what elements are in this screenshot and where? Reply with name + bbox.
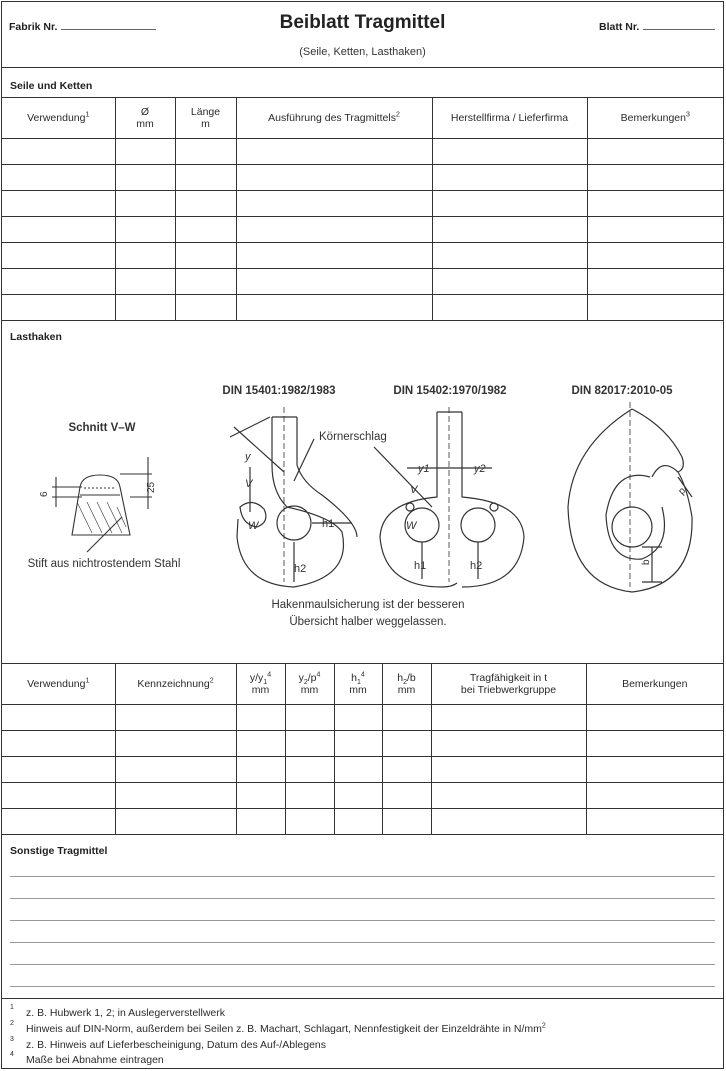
seile-col-durchmesser: Ø mm <box>115 98 175 139</box>
hook2-h2-label: h2 <box>470 560 483 572</box>
blatt-nr-label: Blatt Nr. <box>599 21 640 33</box>
table-cell[interactable] <box>236 191 432 217</box>
din-15401-label: DIN 15401:1982/1983 <box>222 385 336 397</box>
table-cell[interactable] <box>175 217 236 243</box>
lasthaken-col-h2-b: $h_2/b$ mm <box>382 664 431 705</box>
hook1-h2-label: h2 <box>294 563 307 575</box>
hook-din82017-icon <box>568 402 692 592</box>
table-cell[interactable] <box>236 243 432 269</box>
table-cell[interactable] <box>334 783 382 809</box>
fabrik-nr-label: Fabrik Nr. <box>9 21 58 33</box>
table-row <box>2 731 723 757</box>
form-header <box>2 2 723 68</box>
page-title: Beiblatt Tragmittel <box>279 12 446 33</box>
seile-section-title: Seile und Ketten <box>10 80 93 92</box>
table-cell[interactable] <box>586 731 723 757</box>
lasthaken-col-kennzeichnung: Kennzeichnung$^2$ <box>115 664 236 705</box>
table-cell[interactable] <box>236 295 432 321</box>
table-row <box>2 191 723 217</box>
table-cell[interactable] <box>175 165 236 191</box>
table-cell[interactable] <box>115 243 175 269</box>
table-cell[interactable] <box>2 165 115 191</box>
dim-25-label: 25 <box>146 481 157 493</box>
hook2-h1-label: h1 <box>414 560 427 572</box>
hook2-w-label: W <box>406 520 417 532</box>
table-cell[interactable] <box>285 757 334 783</box>
table-cell[interactable] <box>175 269 236 295</box>
sonstige-section-title: Sonstige Tragmittel <box>10 845 108 857</box>
table-cell[interactable] <box>431 809 586 835</box>
table-row <box>2 809 723 835</box>
hook-din15402-icon <box>374 407 524 587</box>
form-frame: Fabrik Nr. Beiblatt Tragmittel (Seile, Ketten, Lasthaken) Blatt Nr. Seile und Ketten Verwendung$^1$ Ø mm Länge m Ausführung des Tragmittels$^2$ Herstellfirma / Lieferfirma Bemerkungen$^3$ Lasthaken Schnitt V–W 6 25 Stift aus nichtrostendem Stahl DIN 15401:1982/1983 DIN 15402:1970/1982 DIN 82017:2010-05 y V W h1 h2 Körnerschlag y1 y2 V W h1 h2 p b Hakenmaulsicherung ist der besseren Übersicht halber weggelassen. Verwendung$^1$ Kennzeichnung$^2$ $y/y_1^4$ mm $y_2/p^4$ mm $h_1^4$ mm $h_2/b$ mm Tragfähigkeit in t bei Triebwerkgruppe Bemerkungen Sonstige Tragmittel 1 z. B. Hubwerk 1, 2; in Auslegerverstellwerk 2 Hinweis auf DIN-Norm, außerdem bei Seilen z. B. Machart, Schlagart, Nennfestigkeit der Einzeldrähte in $N/mm^2$ 3 z. B. Hinweis auf Lieferbescheinigung, Datum des Auf-/Ablegens 4 Maße bei Abnahme eintragen <box>1 1 724 1069</box>
table-cell[interactable] <box>2 731 115 757</box>
section-divider <box>2 834 723 835</box>
table-cell[interactable] <box>2 191 115 217</box>
schnitt-section-icon <box>52 457 152 552</box>
hook1-y-label: y <box>245 451 251 463</box>
table-cell[interactable] <box>285 783 334 809</box>
table-cell[interactable] <box>236 809 285 835</box>
table-cell[interactable] <box>2 243 115 269</box>
table-cell[interactable] <box>2 217 115 243</box>
lasthaken-col-tragfaehigkeit: Tragfähigkeit in t bei Triebwerkgruppe <box>431 664 586 705</box>
table-cell[interactable] <box>432 217 587 243</box>
table-cell[interactable] <box>587 139 723 165</box>
table-cell[interactable] <box>115 705 236 731</box>
table-cell[interactable] <box>334 705 382 731</box>
table-cell[interactable] <box>431 783 586 809</box>
lasthaken-col-bemerkungen: Bemerkungen <box>586 664 723 705</box>
note-line1: Hakenmaulsicherung ist der besseren <box>271 599 465 611</box>
seile-col-verwendung: Verwendung$^1$ <box>2 98 115 139</box>
hook1-h1-label: h1 <box>322 518 335 530</box>
table-row <box>2 217 723 243</box>
table-cell[interactable] <box>175 295 236 321</box>
table-cell[interactable] <box>586 757 723 783</box>
table-cell[interactable] <box>432 165 587 191</box>
table-cell[interactable] <box>2 705 115 731</box>
table-cell[interactable] <box>587 191 723 217</box>
lasthaken-section-title: Lasthaken <box>10 331 62 343</box>
table-cell[interactable] <box>236 731 285 757</box>
table-cell[interactable] <box>432 243 587 269</box>
section-divider <box>2 998 723 999</box>
table-cell[interactable] <box>587 165 723 191</box>
table-cell[interactable] <box>586 705 723 731</box>
table-cell[interactable] <box>115 295 175 321</box>
table-cell[interactable] <box>432 139 587 165</box>
table-cell[interactable] <box>236 757 285 783</box>
table-cell[interactable] <box>586 783 723 809</box>
table-cell[interactable] <box>236 139 432 165</box>
table-cell[interactable] <box>175 191 236 217</box>
table-cell[interactable] <box>285 705 334 731</box>
page-subtitle: (Seile, Ketten, Lasthaken) <box>299 46 426 58</box>
table-cell[interactable] <box>115 269 175 295</box>
table-cell[interactable] <box>236 705 285 731</box>
hook2-y2-label: y2 <box>474 463 486 475</box>
lasthaken-col-verwendung: Verwendung$^1$ <box>2 664 115 705</box>
table-cell[interactable] <box>285 809 334 835</box>
table-row <box>2 783 723 809</box>
table-cell[interactable] <box>431 705 586 731</box>
table-cell[interactable] <box>586 809 723 835</box>
table-cell[interactable] <box>382 705 431 731</box>
table-row <box>2 269 723 295</box>
table-cell[interactable] <box>175 139 236 165</box>
din-82017-label: DIN 82017:2010-05 <box>571 385 673 397</box>
table-cell[interactable] <box>2 139 115 165</box>
lasthaken-table <box>2 663 723 835</box>
table-cell[interactable] <box>382 731 431 757</box>
table-cell[interactable] <box>115 191 175 217</box>
hook3-b-label: b <box>641 559 652 565</box>
table-cell[interactable] <box>334 757 382 783</box>
seile-col-laenge: Länge m <box>175 98 236 139</box>
table-cell[interactable] <box>115 139 175 165</box>
table-row <box>2 705 723 731</box>
table-cell[interactable] <box>431 757 586 783</box>
table-cell[interactable] <box>382 757 431 783</box>
lasthaken-col-y2-p: $y_2/p^4$ mm <box>285 664 334 705</box>
table-cell[interactable] <box>334 731 382 757</box>
table-cell[interactable] <box>382 783 431 809</box>
table-cell[interactable] <box>236 269 432 295</box>
lasthaken-header-row <box>2 664 723 705</box>
table-cell[interactable] <box>115 165 175 191</box>
writing-line[interactable] <box>10 920 715 921</box>
writing-line[interactable] <box>10 876 715 877</box>
seile-col-hersteller: Herstellfirma / Lieferfirma <box>432 98 587 139</box>
table-cell[interactable] <box>115 731 236 757</box>
seile-col-bemerkungen: Bemerkungen$^3$ <box>587 98 723 139</box>
table-cell[interactable] <box>432 191 587 217</box>
seile-header-row <box>2 98 723 139</box>
table-cell[interactable] <box>115 783 236 809</box>
table-row <box>2 243 723 269</box>
table-cell[interactable] <box>2 269 115 295</box>
table-cell[interactable] <box>2 783 115 809</box>
table-cell[interactable] <box>2 295 115 321</box>
table-cell[interactable] <box>175 243 236 269</box>
note-line2: Übersicht halber weggelassen. <box>289 616 447 628</box>
table-cell[interactable] <box>587 269 723 295</box>
table-cell[interactable] <box>115 217 175 243</box>
lasthaken-col-y-y1: $y/y_1^4$ mm <box>236 664 285 705</box>
writing-line[interactable] <box>10 898 715 899</box>
stift-label: Stift aus nichtrostendem Stahl <box>27 558 181 570</box>
table-row <box>2 757 723 783</box>
koernerschlag-label: Körnerschlag <box>319 431 387 443</box>
seile-table <box>2 97 723 321</box>
table-cell[interactable] <box>115 809 236 835</box>
hook1-v-label: V <box>245 478 253 490</box>
table-cell[interactable] <box>432 269 587 295</box>
writing-line[interactable] <box>10 942 715 943</box>
writing-line[interactable] <box>10 986 715 987</box>
table-cell[interactable] <box>285 731 334 757</box>
lasthaken-col-h1: $h_1^4$ mm <box>334 664 382 705</box>
schnitt-label: Schnitt V–W <box>68 422 136 434</box>
din-15402-label: DIN 15402:1970/1982 <box>393 385 507 397</box>
table-row <box>2 165 723 191</box>
table-cell[interactable] <box>382 809 431 835</box>
table-cell[interactable] <box>2 757 115 783</box>
section-divider <box>2 320 723 321</box>
seile-col-ausfuehrung: Ausführung des Tragmittels$^2$ <box>236 98 432 139</box>
hook2-v-label: V <box>410 484 418 496</box>
lasthaken-drawing <box>2 347 724 657</box>
blatt-nr-line[interactable] <box>643 20 715 30</box>
table-cell[interactable] <box>334 809 382 835</box>
hook1-w-label: W <box>248 520 259 532</box>
table-row <box>2 139 723 165</box>
blatt-nr-field[interactable] <box>599 20 715 33</box>
table-cell[interactable] <box>432 295 587 321</box>
table-row <box>2 295 723 321</box>
table-cell[interactable] <box>587 243 723 269</box>
table-cell[interactable] <box>587 217 723 243</box>
table-cell[interactable] <box>2 809 115 835</box>
table-cell[interactable] <box>236 783 285 809</box>
table-cell[interactable] <box>236 217 432 243</box>
table-cell[interactable] <box>431 731 586 757</box>
writing-line[interactable] <box>10 964 715 965</box>
table-cell[interactable] <box>236 165 432 191</box>
hook3-p-label: p <box>676 485 689 498</box>
table-cell[interactable] <box>587 295 723 321</box>
hook2-y1-label: y1 <box>418 463 430 475</box>
dim-6-label: 6 <box>39 491 50 497</box>
table-cell[interactable] <box>115 757 236 783</box>
